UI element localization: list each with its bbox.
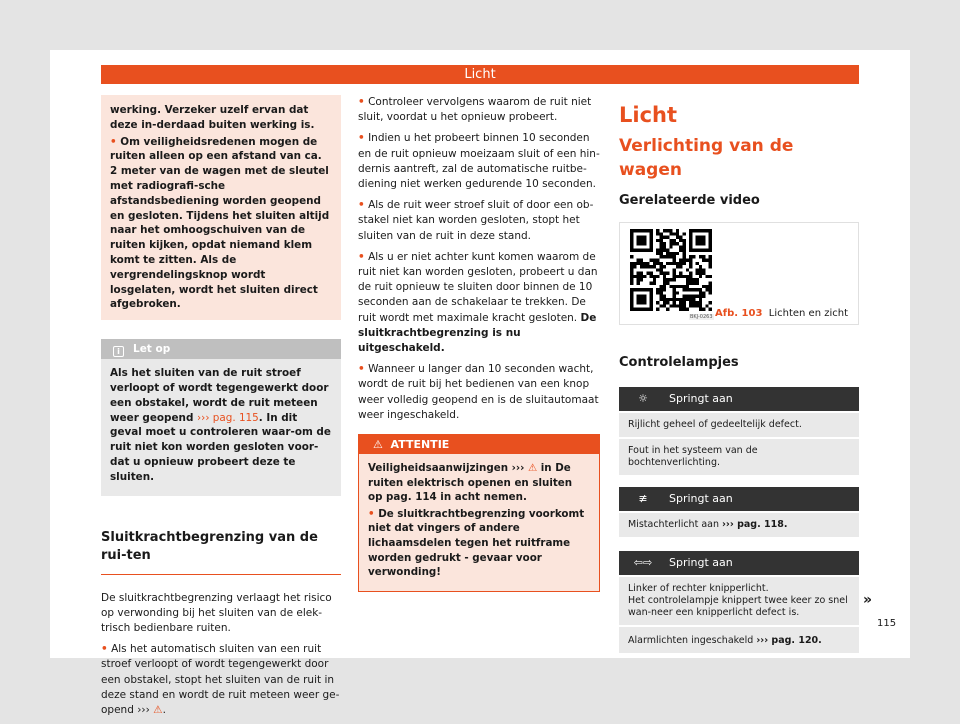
bullet-icon: • xyxy=(358,250,365,263)
lamp-row-text: Het controlelampje knippert twee keer zo snel wan-neer een knipperlicht defect is. xyxy=(628,595,848,618)
warning-bullet-text: Om veiligheidsredenen mogen de ruiten alleen op een afstand van ca. 2 meter van de wagen met de sleutel met radiografi-sche afstandsbediening worden geopend en gesloten. Tijdens het sluiten altijd naar het omhoogschuiven van de ruiten kijken, opdat niemand klem komt te zitten. Als de vergrendelingsknop wordt losgelaten, wordt het sluiten direct afgebroken. xyxy=(110,135,330,311)
reference-arrow[interactable]: ››› xyxy=(511,462,525,475)
column-left xyxy=(101,95,341,724)
lamp-row-text: Mistachterlicht aan xyxy=(628,519,719,530)
related-video-heading: Gerelateerde video xyxy=(619,193,760,208)
warning-triangle-icon: ⚠ xyxy=(153,703,163,716)
attention-title: ATTENTIE xyxy=(390,438,450,452)
list-item-text: Als de ruit weer stroef sluit of door een ob-stakel niet kan worden gesloten, stopt het sluiten van de ruit in deze stand. xyxy=(358,199,594,242)
intro-paragraph: De sluitkrachtbegrenzing verlaagt het risico op verwonding bij het sluiten van de elek-trisch bedienbare ruiten. xyxy=(101,591,332,634)
column-middle xyxy=(358,95,600,592)
bullet-list xyxy=(358,95,600,423)
attention-text-start: Veiligheidsaanwijzingen xyxy=(368,462,509,475)
bullet-icon: • xyxy=(358,96,365,108)
attention-bullet-text: De sluitkrachtbegrenzing voorkomt niet dat vingers of andere lichaamsdelen tegen het ruitframe worden gedrukt - gevaar voor verwonding! xyxy=(368,507,585,579)
list-item-text: Wanneer u langer dan 10 seconden wacht, wordt de ruit bij het bedienen van een knop weer volledig geopend en is de sluitautomaat weer ingeschakeld. xyxy=(358,363,599,421)
section-body xyxy=(101,591,341,719)
list-item xyxy=(358,250,600,356)
list-item xyxy=(101,642,341,718)
attention-header xyxy=(359,435,599,454)
warning-continuation xyxy=(101,95,341,320)
note-title: Let op xyxy=(133,343,171,356)
lamp-header-label: Springt aan xyxy=(669,556,733,569)
lamp-row-text: Linker of rechter knipperlicht. xyxy=(628,583,769,594)
note-box xyxy=(101,339,341,495)
note-text: Als het sluiten van de ruit stroef verloopt of wordt tegengewerkt door een obstakel, wordt de ruit meteen weer geopend xyxy=(110,367,329,424)
attention-text xyxy=(368,461,590,505)
warning-bullet xyxy=(110,135,332,313)
list-item-text: Indien u het probeert binnen 10 seconden en de ruit opnieuw moeizaam sluit of een hin-dernis aantreft, zal de automatische ruitbe-diening niet werken gedurende 10 seconden. xyxy=(358,132,600,191)
page-reference-link[interactable]: ››› pag. 120. xyxy=(756,635,822,646)
attention-text-end: in De ruiten elektrisch openen en sluiten op pag. 114 in acht nemen. xyxy=(368,462,573,504)
lamp-header-label: Springt aan xyxy=(669,492,733,505)
rear-fog-light-icon: ≢ xyxy=(638,492,648,505)
bullet-icon: • xyxy=(358,199,365,212)
bullet-icon: • xyxy=(358,132,365,145)
lamp-row xyxy=(619,577,859,625)
lamp-row: Fout in het systeem van de bochtenverlichting. xyxy=(619,439,859,475)
attention-body xyxy=(359,454,599,591)
turn-signal-icon: ⇦⇨ xyxy=(633,556,653,569)
lamp-header xyxy=(619,387,859,411)
lamp-row xyxy=(619,627,859,653)
info-icon: i xyxy=(113,346,124,357)
list-item-end: . xyxy=(162,703,166,716)
chapter-subtitle: Verlichting van de wagen xyxy=(619,136,794,180)
figure-caption-text: Lichten en zicht xyxy=(768,308,848,319)
column-right xyxy=(619,95,859,653)
warning-text: werking. Verzeker uzelf ervan dat deze in-derdaad buiten werking is. xyxy=(110,104,315,131)
attention-bullet xyxy=(368,507,590,580)
bullet-icon: • xyxy=(110,135,117,148)
attention-box xyxy=(358,434,600,592)
list-item-emphasis: De sluitkrachtbegrenzing is nu uitgeschakeld. xyxy=(358,311,597,355)
chapter-title: Licht xyxy=(619,103,678,127)
list-item xyxy=(358,362,600,423)
list-item-text: Als u er niet achter kunt komen waarom de ruit niet kan worden gesloten, probeert u dan de ruit opnieuw te sluiten door binnen de 10 seconden aan de schakelaar te trekken. De ruit wordt met maximale kracht gesloten. xyxy=(358,250,598,324)
note-header xyxy=(101,339,341,359)
warning-lamps-heading: Controlelampjes xyxy=(619,355,739,370)
bullet-icon: • xyxy=(358,363,365,376)
note-body xyxy=(101,359,341,495)
list-item xyxy=(358,198,600,244)
lamp-row-text: Alarmlichten ingeschakeld xyxy=(628,635,754,646)
page-reference-link[interactable]: ››› pag. 118. xyxy=(722,519,788,530)
page-reference-link[interactable]: ››› pag. 115 xyxy=(197,411,259,424)
figure-caption xyxy=(715,308,848,319)
page xyxy=(50,50,910,716)
note-text-end: . In dit geval moet u controleren waar-om de ruit niet kon worden gesloten voor-dat u opnieuw probeert deze te sluiten. xyxy=(110,411,331,483)
chapter-header: Licht xyxy=(101,65,859,84)
bullet-icon: • xyxy=(368,507,375,520)
figure-id: BKJ-0263 xyxy=(690,314,713,320)
bullet-icon: • xyxy=(101,643,108,656)
lamp-row xyxy=(619,513,859,537)
warning-triangle-icon: ⚠ xyxy=(373,438,383,452)
list-item-text: Als het automatisch sluiten van een ruit stroef verloopt of wordt tegengewerkt door een obstakel, stopt het sluiten van de ruit in deze stand en wordt de ruit meteen weer ge-opend xyxy=(101,643,340,716)
figure-box xyxy=(619,222,859,325)
lamp-header-label: Springt aan xyxy=(669,392,733,405)
warning-triangle-icon: ⚠ xyxy=(527,462,538,475)
list-item xyxy=(358,95,600,125)
figure-label: Afb. 103 xyxy=(715,308,763,319)
continue-arrow: » xyxy=(863,592,873,608)
list-item xyxy=(358,131,600,192)
page-number: 115 xyxy=(877,618,897,629)
lamp-header xyxy=(619,487,859,511)
section-title: Sluitkrachtbegrenzing van de rui-ten xyxy=(101,529,341,575)
qr-code[interactable] xyxy=(630,229,712,311)
reference-arrow[interactable]: ››› xyxy=(137,703,150,716)
lamp-header xyxy=(619,551,859,575)
lamp-row: Rijlicht geheel of gedeeltelijk defect. xyxy=(619,413,859,437)
list-item-text: Controleer vervolgens waarom de ruit niet sluit, voordat u het opnieuw probeert. xyxy=(358,96,592,124)
light-icon: ☼ xyxy=(638,392,648,405)
